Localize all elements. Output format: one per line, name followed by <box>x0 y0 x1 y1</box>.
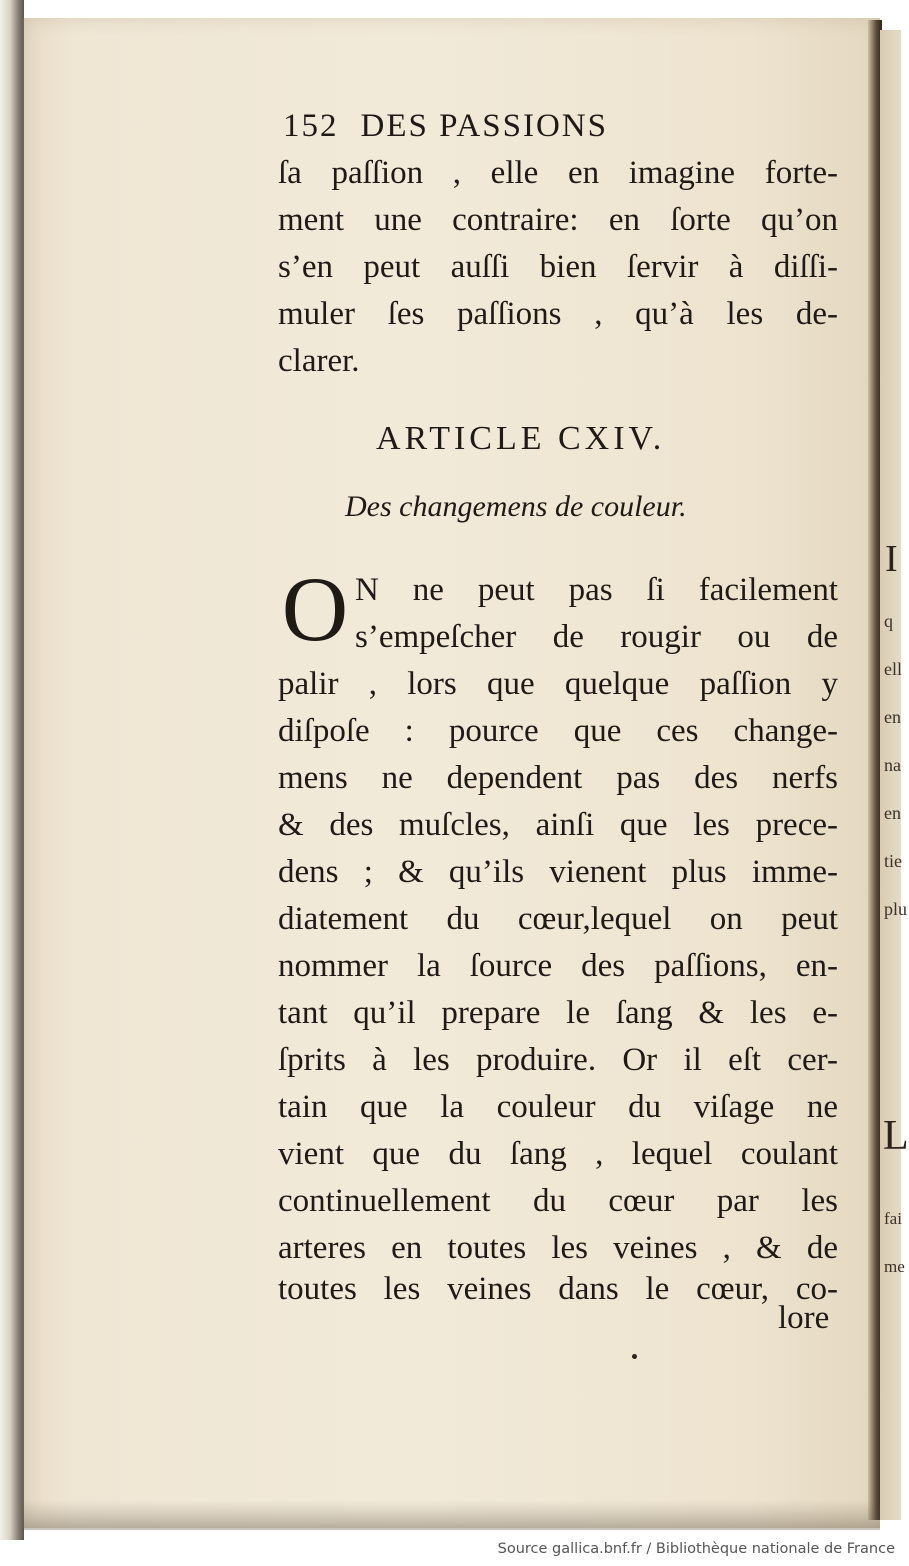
text-line: toutes les veines dans le cœur, co- <box>278 1271 838 1307</box>
text-line: ſprits à les produire. Or il eſt cer- <box>278 1042 838 1078</box>
text-line: ſa paſſion , elle en imagine forte- <box>278 155 838 191</box>
text-line: continuellement du cœur par les <box>278 1183 838 1219</box>
text-line: palir , lors que quelque paſſion y <box>278 666 838 702</box>
page-bottom-shadow <box>22 1500 880 1530</box>
catchword: lore <box>778 1300 830 1336</box>
edge-fragment: en <box>884 707 901 727</box>
text-line: s’en peut auſſi bien ſervir à diſſi- <box>278 249 838 285</box>
text-line: s’empeſcher de rougir ou de <box>355 619 838 655</box>
edge-fragment: fai <box>884 1209 902 1228</box>
text-line: mens ne dependent pas des nerfs <box>278 760 838 796</box>
ink-speck <box>632 1354 637 1359</box>
text-line: arteres en toutes les veines , & de <box>278 1230 838 1266</box>
edge-fragment: tie <box>884 851 902 871</box>
text-line: dens ; & qu’ils vienent plus imme- <box>278 854 838 890</box>
page-number: 152 <box>283 108 339 144</box>
facing-page-fragments <box>884 611 908 948</box>
text-line: tant qu’il prepare le ſang & les e- <box>278 995 838 1031</box>
book-spine-edge <box>0 0 24 1540</box>
running-title: DES PASSIONS <box>360 108 608 144</box>
text-line: clarer. <box>278 343 360 379</box>
drop-cap: O <box>281 558 349 660</box>
article-subtitle: Des changemens de couleur. <box>345 490 687 523</box>
text-line: nommer la ſource des paſſions, en- <box>278 948 838 984</box>
facing-page-capital-top: I <box>885 538 898 580</box>
source-credit: Source gallica.bnf.fr / Bibliothèque nationale de France <box>497 1541 895 1557</box>
text-line: vient que du ſang , lequel coulant <box>278 1136 838 1172</box>
text-line: ment une contraire: en ſorte qu’on <box>278 202 838 238</box>
running-head <box>283 108 753 145</box>
facing-page-capital-low: L <box>883 1113 909 1159</box>
facing-page-fragments-low <box>884 1209 905 1306</box>
edge-fragment: en <box>884 803 901 823</box>
article-heading: ARTICLE CXIV. <box>376 420 666 457</box>
text-line: & des muſcles, ainſi que les prece- <box>278 807 838 843</box>
edge-fragment: plu <box>884 899 908 919</box>
text-line: N ne peut pas ſi facilement <box>355 572 838 608</box>
text-line: diatement du cœur,lequel on peut <box>278 901 838 937</box>
edge-fragment: q <box>884 611 893 631</box>
text-line: muler ſes paſſions , qu’à les de- <box>278 296 838 332</box>
text-line: tain que la couleur du viſage ne <box>278 1089 838 1125</box>
edge-fragment: na <box>884 755 901 775</box>
edge-fragment: me <box>884 1257 905 1276</box>
text-line: diſpoſe : pource que ces change- <box>278 713 838 749</box>
edge-fragment: ell <box>884 659 902 679</box>
